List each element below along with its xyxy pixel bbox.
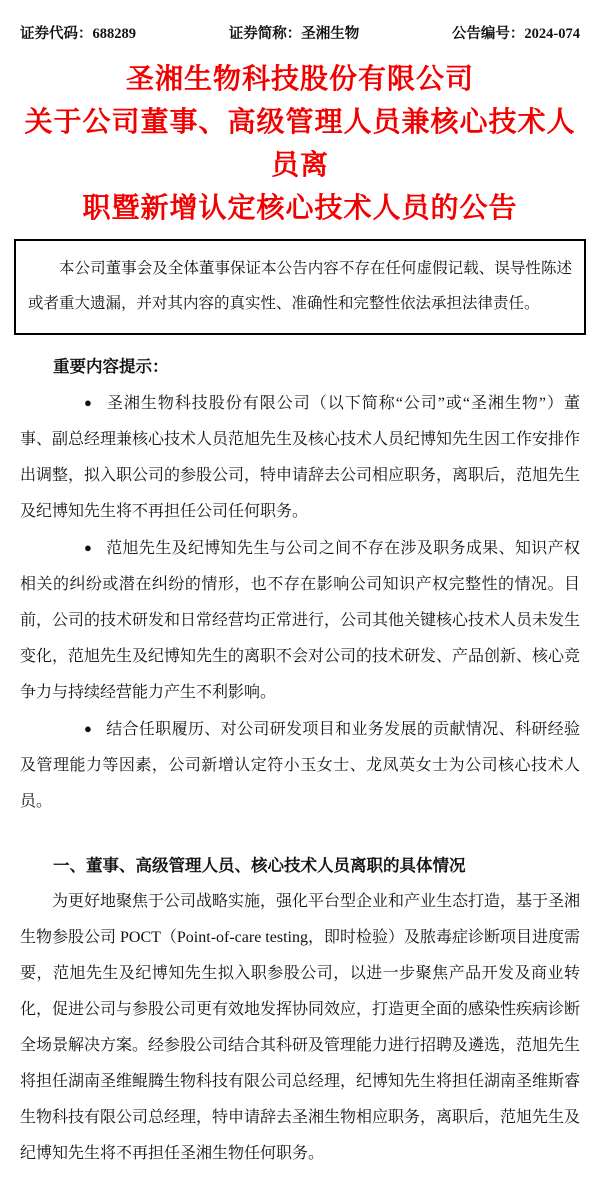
- bullet-icon: ●: [84, 395, 92, 410]
- board-disclaimer-box: [14, 239, 586, 335]
- section1-paragraph: 为更好地聚焦于公司战略实施，强化平台型企业和产业生态打造，基于圣湘生物参股公司 POCT（Point-of-care testing，即时检验）及脓毒症诊断项目进度需要，范旭先生及纪博知先生拟入职参股公司，以进一步聚焦产品开发及商业转化，促进公司与参股公司更有效地发挥协同效应，打造更全面的感染性疾病诊断全场景解决方案。经参股公司结合其科研及管理能力进行招聘及遴选，范旭先生将担任湖南圣维鲲腾生物科技有限公司总经理，纪博知先生将担任湖南圣维斯睿生物科技有限公司总经理，特申请辞去圣湘生物相应职务，离职后，范旭先生及纪博知先生将不再担任圣湘生物任何职务。: [20, 893, 581, 1162]
- title-line-3: 职暨新增认定核心技术人员的公告: [82, 192, 518, 223]
- important-notice-heading: 重要内容提示：: [53, 358, 169, 376]
- notice-bullet-2: [20, 530, 580, 711]
- stock-code: 证券代码：688289: [20, 26, 136, 42]
- title-line-1: 圣湘生物科技股份有限公司: [125, 63, 474, 94]
- section1-heading: 一、董事、高级管理人员、核心技术人员离职的具体情况: [53, 857, 466, 875]
- title-line-2: 关于公司董事、高级管理人员兼核心技术人员离: [24, 106, 576, 180]
- notice-bullet-3: [20, 711, 580, 820]
- bullet-icon: ●: [84, 721, 92, 736]
- announcement-number: 公告编号：2024-074: [451, 26, 580, 42]
- securities-header: [20, 22, 580, 43]
- notice-bullet-1: [20, 385, 580, 530]
- stock-short-name: 证券简称：圣湘生物: [228, 26, 360, 42]
- bullet-icon: ●: [84, 540, 92, 555]
- notice-bullet-3-text: 结合任职履历、对公司研发项目和业务发展的贡献情况、科研经验及管理能力等因素，公司新增认定符小玉女士、龙凤英女士为公司核心技术人员。: [20, 721, 580, 810]
- board-disclaimer-text: 本公司董事会及全体董事保证本公告内容不存在任何虚假记载、误导性陈述或者重大遗漏，并对其内容的真实性、准确性和完整性依法承担法律责任。: [28, 260, 572, 312]
- notice-bullet-1-text: 圣湘生物科技股份有限公司（以下简称“公司”或“圣湘生物”）董事、副总经理兼核心技术人员范旭先生及核心技术人员纪博知先生因工作安排作出调整，拟入职公司的参股公司，特申请辞去公司相应职务，离职后，范旭先生及纪博知先生将不再担任公司任何职务。: [20, 395, 581, 520]
- announcement-title: [20, 57, 580, 229]
- notice-bullet-2-text: 范旭先生及纪博知先生与公司之间不存在涉及职务成果、知识产权相关的纠纷或潜在纠纷的情形，也不存在影响公司知识产权完整性的情况。目前，公司的技术研发和日常经营均正常进行，公司其他关键核心技术人员未发生变化，范旭先生及纪博知先生的离职不会对公司的技术研发、产品创新、核心竞争力与持续经营能力产生不利影响。: [20, 540, 581, 701]
